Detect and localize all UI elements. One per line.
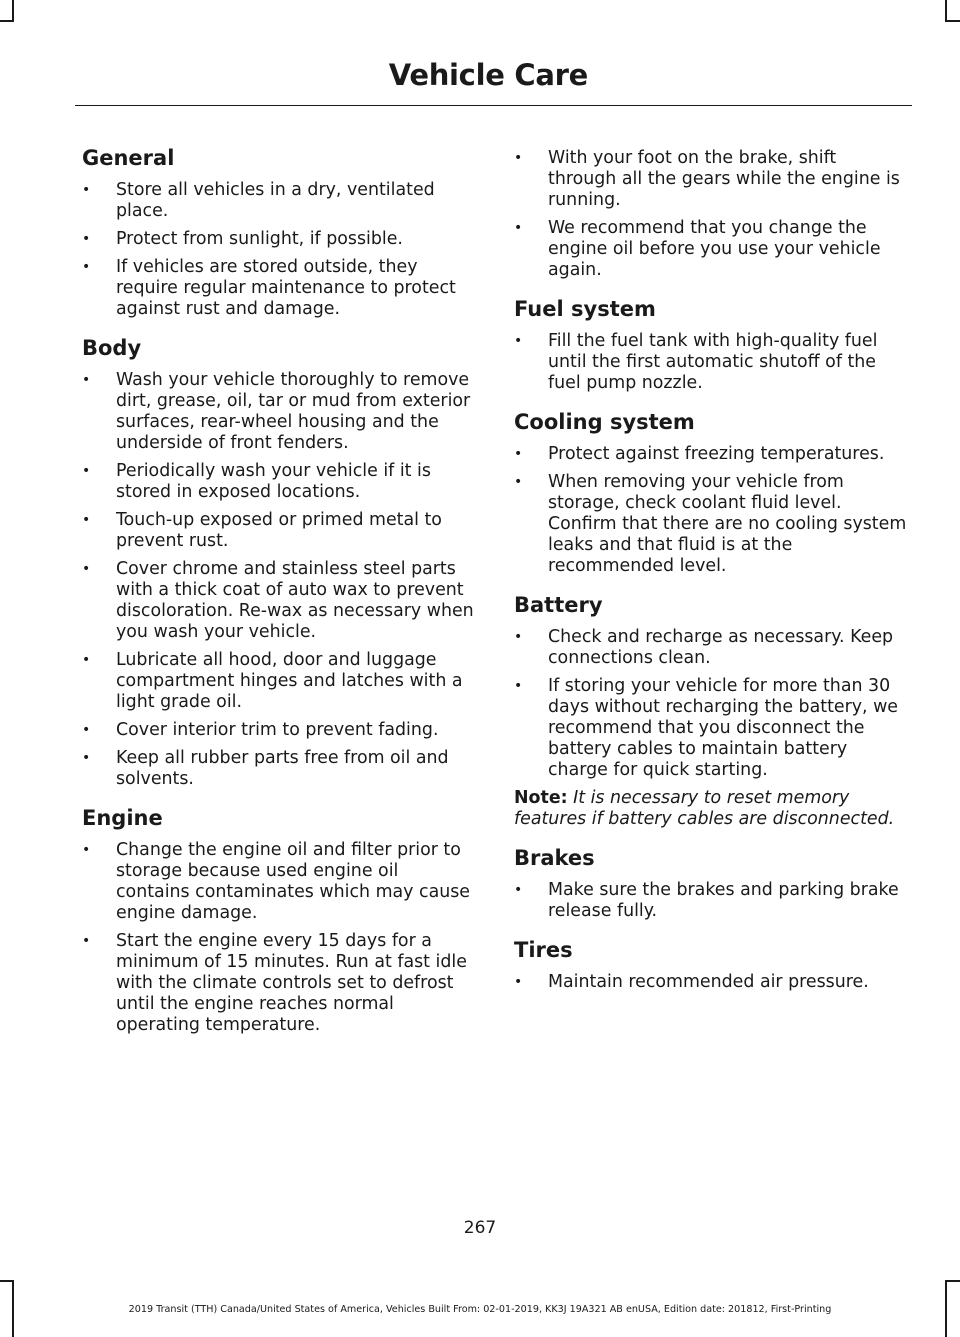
list-item: • Keep all rubber parts free from oil and solvents.: [82, 748, 477, 790]
battery-list: [514, 627, 909, 781]
page-title: Vehicle Care: [388, 58, 588, 92]
list-item: • Touch-up exposed or primed metal to prevent rust.: [82, 510, 477, 552]
crop-mark: [0, 1280, 14, 1282]
crop-mark: [945, 20, 960, 22]
list-item: • Periodically wash your vehicle if it is stored in exposed locations.: [82, 461, 477, 503]
section-heading-general: General: [82, 146, 175, 170]
section-heading-brakes: Brakes: [514, 846, 595, 870]
crop-mark: [945, 0, 947, 22]
list-item: • Wash your vehicle thoroughly to remove dirt, grease, oil, tar or mud from exterior surfaces, rear-wheel housing and the underside of front fenders.: [82, 370, 477, 454]
brakes-list: [514, 880, 909, 922]
list-item: • Cover interior trim to prevent fading.: [82, 720, 477, 741]
section-heading-engine: Engine: [82, 806, 163, 830]
list-item: • If vehicles are stored outside, they require regular maintenance to protect against rust and damage.: [82, 257, 477, 320]
list-item: • When removing your vehicle from storage, check coolant fluid level. Confirm that there are no cooling system leaks and that fluid is at the recommended level.: [514, 472, 909, 577]
crop-mark: [12, 0, 14, 22]
header-divider: [75, 105, 912, 106]
section-heading-battery: Battery: [514, 593, 603, 617]
list-item: • We recommend that you change the engine oil before you use your vehicle again.: [514, 218, 909, 281]
page-number: 267: [463, 1218, 497, 1238]
engine-list-continued: [514, 148, 909, 281]
list-item: • Make sure the brakes and parking brake release fully.: [514, 880, 909, 922]
crop-mark: [0, 20, 14, 22]
tires-list: [514, 972, 909, 993]
note-text: It is necessary to reset memory features if battery cables are disconnected.: [514, 788, 895, 829]
list-item: • Check and recharge as necessary. Keep connections clean.: [514, 627, 909, 669]
note-label: Note:: [514, 788, 568, 808]
list-item: • Store all vehicles in a dry, ventilated place.: [82, 180, 477, 222]
section-heading-body: Body: [82, 336, 142, 360]
general-list: [82, 180, 477, 320]
footer-edition-info: 2019 Transit (TTH) Canada/United States of America, Vehicles Built From: 02-01-2019, KK3J 19A321 AB enUSA, Edition date: 201812, First-Printing: [128, 1304, 832, 1315]
section-heading-tires: Tires: [514, 938, 573, 962]
section-heading-cooling-system: Cooling system: [514, 410, 695, 434]
body-list: [82, 370, 477, 790]
list-item: • Start the engine every 15 days for a minimum of 15 minutes. Run at fast idle with the climate controls set to defrost until the engine reaches normal operating temperature.: [82, 931, 477, 1036]
battery-note: [514, 788, 909, 830]
crop-mark: [945, 1280, 960, 1282]
list-item: • Protect from sunlight, if possible.: [82, 229, 477, 250]
fuel-list: [514, 331, 909, 394]
list-item: • Fill the fuel tank with high-quality fuel until the first automatic shutoff of the fuel pump nozzle.: [514, 331, 909, 394]
list-item: • Protect against freezing temperatures.: [514, 444, 909, 465]
engine-list: [82, 840, 477, 1036]
list-item: • Lubricate all hood, door and luggage compartment hinges and latches with a light grade oil.: [82, 650, 477, 713]
list-item: • With your foot on the brake, shift through all the gears while the engine is running.: [514, 148, 909, 211]
list-item: • Change the engine oil and filter prior to storage because used engine oil contains contaminates which may cause engine damage.: [82, 840, 477, 924]
list-item: • Cover chrome and stainless steel parts with a thick coat of auto wax to prevent discoloration. Re-wax as necessary when you wash your vehicle.: [82, 559, 477, 643]
cooling-list: [514, 444, 909, 577]
list-item: • Maintain recommended air pressure.: [514, 972, 909, 993]
right-column: [514, 142, 909, 1000]
left-column: [82, 142, 477, 1043]
section-heading-fuel-system: Fuel system: [514, 297, 656, 321]
list-item: • If storing your vehicle for more than 30 days without recharging the battery, we recommend that you disconnect the battery cables to maintain battery charge for quick starting.: [514, 676, 909, 781]
